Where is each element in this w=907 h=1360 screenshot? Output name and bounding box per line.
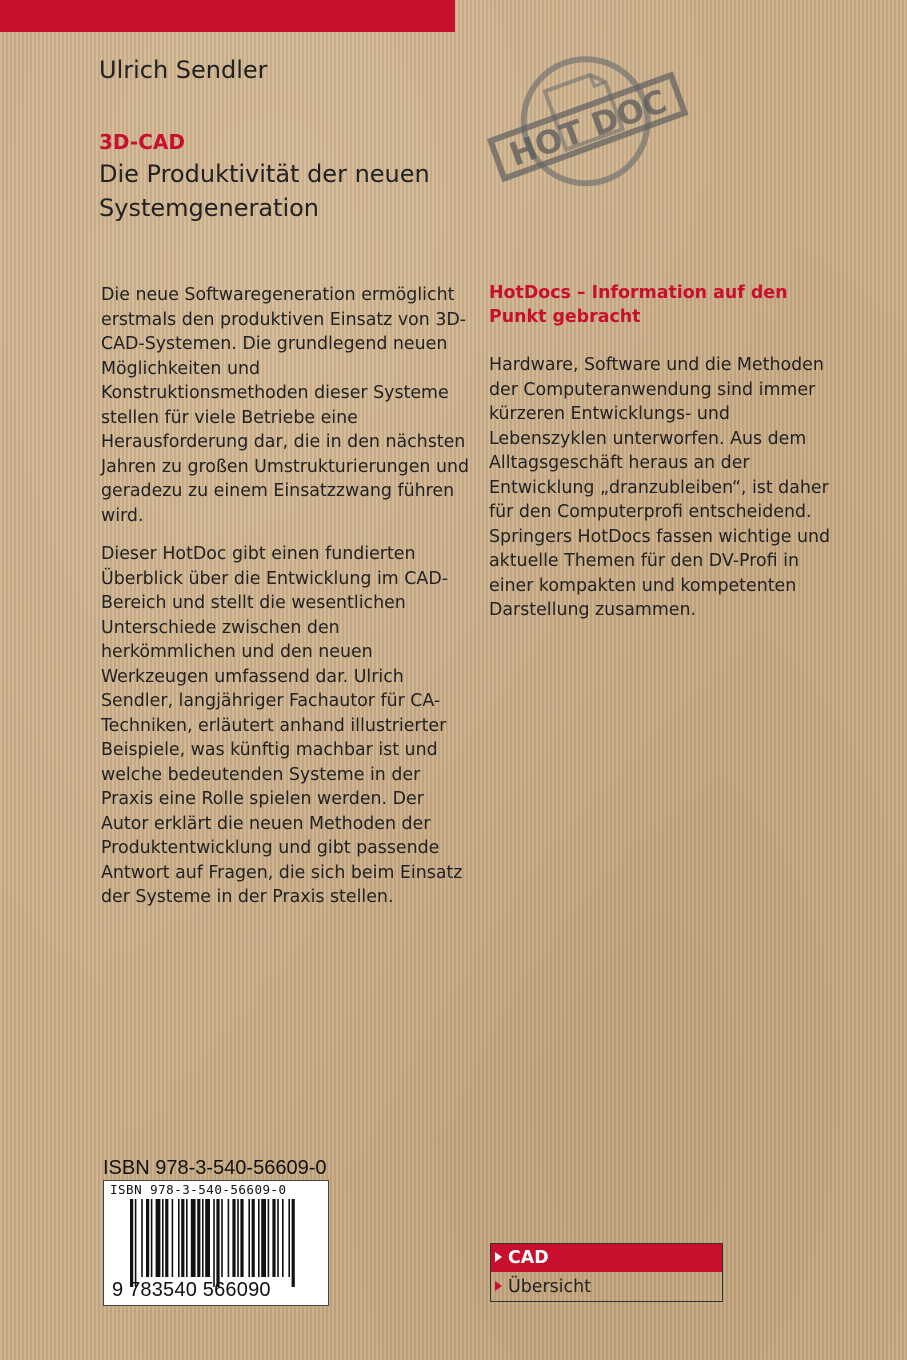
barcode-bar <box>277 1199 279 1277</box>
book-subtitle: Die Produktivität der neuen Systemgeneration <box>99 160 430 222</box>
barcode-bar <box>282 1199 284 1277</box>
description-paragraph-1: Die neue Softwaregeneration ermöglicht erstmals den produktiven Einsatz von 3D-CAD-Systemen. Die grundlegend neuen Möglichkeiten und Konstruktionsmethoden dieser Systeme stellen für viele Betriebe eine Herausforderung dar, die in den nächsten Jahren zu großen Umstrukturierungen und geradezu zu einem Einsatzzwang führen wird. <box>101 285 470 526</box>
barcode-bar <box>186 1199 188 1277</box>
barcode-bar <box>272 1199 275 1277</box>
barcode-bar <box>135 1199 137 1287</box>
series-info-column <box>489 281 834 623</box>
barcode-bar <box>252 1199 255 1277</box>
isbn-label: ISBN 978-3-540-56609-0 <box>103 1157 327 1179</box>
barcode-bar <box>292 1199 295 1287</box>
barcode-bar <box>172 1199 174 1277</box>
barcode-number: 9 783540 566090 <box>112 1279 271 1301</box>
barcode-bar <box>141 1199 143 1277</box>
triangle-right-icon <box>495 1281 502 1291</box>
barcode-bar <box>258 1199 260 1277</box>
barcode <box>103 1180 329 1306</box>
category-secondary-label: Übersicht <box>508 1277 591 1297</box>
barcode-isbn-text: ISBN 978-3-540-56609-0 <box>110 1182 287 1197</box>
barcode-bar <box>178 1199 180 1277</box>
book-title: 3D-CAD <box>99 130 185 154</box>
svg-text:HOT DOC: HOT DOC <box>504 81 672 174</box>
description-paragraph-2: Dieser HotDoc gibt einen fundierten Überblick über die Entwicklung im CAD-Bereich und stellt die wesentlichen Unterschiede zwischen den herkömmlichen und den neuen Werkzeugen umfassend dar. Ulrich Sendler, langjähriger Fachautor für CA-Techniken, erläutert anhand illustrierter Beispiele, was künftig machbar ist und welche bedeutenden Systeme in der Praxis eine Rolle spielen werden. Der Autor erklärt die neuen Methoden der Produktentwicklung und gibt passende Antwort auf Fragen, die sich beim Einsatz der Systeme in der Praxis stellen. <box>101 544 463 907</box>
series-heading: HotDocs – Information auf den Punkt gebracht <box>489 283 788 327</box>
barcode-bar <box>268 1199 270 1277</box>
barcode-bar <box>248 1199 250 1277</box>
barcode-bar <box>221 1199 223 1277</box>
barcode-bar <box>261 1199 266 1277</box>
barcode-bar <box>165 1199 168 1277</box>
category-primary <box>491 1244 722 1272</box>
author-name: Ulrich Sendler <box>99 56 268 84</box>
barcode-bar <box>162 1199 164 1277</box>
barcode-bar <box>237 1199 239 1277</box>
barcode-bar <box>197 1199 200 1277</box>
triangle-right-icon <box>495 1252 502 1262</box>
series-description: Hardware, Software und die Methoden der Computeranwendung sind immer kürzeren Entwicklungs- und Lebenszyklen unterworfen. Aus dem Alltagsgeschäft heraus an der Entwicklung „dranzubleiben“, ist daher für den Computerprofi entscheidend. Springers HotDocs fassen wichtige und aktuelle Themen für den DV-Profi in einer kompakten und kompetenten Darstellung zusammen. <box>489 355 831 620</box>
description-column <box>101 283 471 924</box>
barcode-bar <box>202 1199 204 1277</box>
red-top-bar <box>0 0 455 32</box>
barcode-bar <box>240 1199 243 1277</box>
barcode-bar <box>232 1199 235 1277</box>
barcode-bar <box>191 1199 196 1277</box>
barcode-bar <box>228 1199 230 1277</box>
barcode-bar <box>181 1199 184 1277</box>
barcode-bar <box>288 1199 290 1277</box>
barcode-bar <box>205 1199 210 1277</box>
barcode-bar <box>156 1199 161 1277</box>
barcode-bar <box>213 1199 215 1287</box>
barcode-bar <box>130 1199 133 1287</box>
barcode-bar <box>151 1199 153 1277</box>
hot-doc-stamp-icon <box>482 40 692 210</box>
barcode-bar <box>146 1199 149 1277</box>
category-box <box>490 1243 723 1302</box>
category-primary-label: CAD <box>508 1248 549 1268</box>
barcode-bar <box>216 1199 219 1287</box>
category-secondary <box>491 1273 722 1301</box>
